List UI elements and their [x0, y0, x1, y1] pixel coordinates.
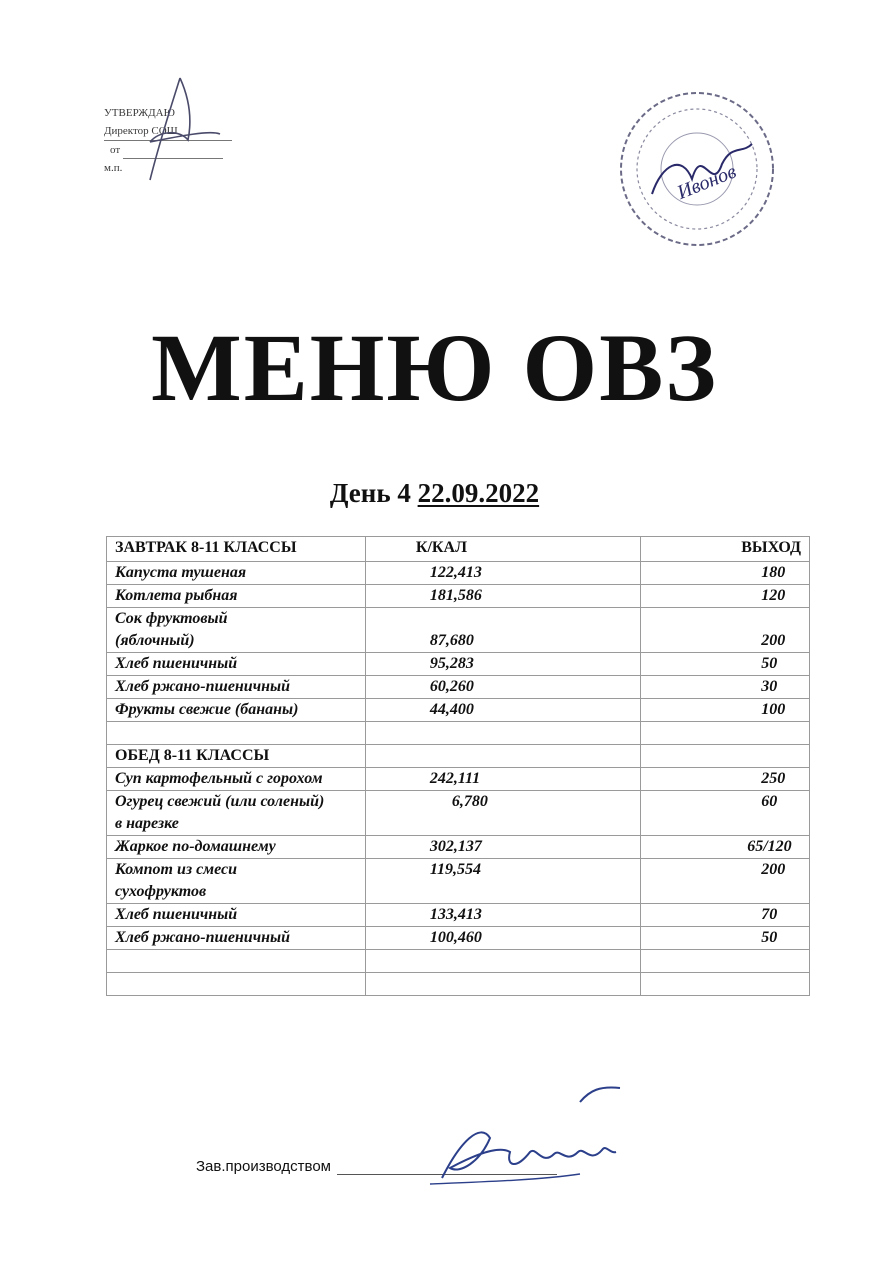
dish-kcal: 133,413: [365, 904, 640, 927]
stamp-signature-text: Ивонов: [674, 160, 740, 204]
page-title: МЕНЮ ОВЗ: [151, 314, 718, 421]
empty-row: [107, 950, 810, 973]
table-row: [107, 927, 810, 950]
table-header-row: [107, 537, 810, 562]
empty-row: [107, 973, 810, 996]
dish-output: 60: [641, 791, 810, 836]
lunch-header: ОБЕД 8-11 КЛАССЫ: [107, 745, 366, 768]
table-row: [107, 562, 810, 585]
dish-kcal: 181,586: [365, 585, 640, 608]
dish-name: Суп картофельный с горохом: [107, 768, 366, 791]
dish-name: Котлета рыбная: [107, 585, 366, 608]
dish-kcal: 119,554: [365, 859, 640, 904]
dish-name: Компот из смеси сухофруктов: [107, 859, 366, 904]
header-kcal: К/КАЛ: [365, 537, 640, 562]
table-row: [107, 859, 810, 904]
director-signature: [120, 70, 230, 200]
table-row: [107, 676, 810, 699]
dish-name: Сок фруктовый (яблочный): [107, 608, 366, 653]
dish-output: 30: [641, 676, 810, 699]
dish-name: Хлеб пшеничный: [107, 904, 366, 927]
dish-output: 70: [641, 904, 810, 927]
header-output: ВЫХОД: [641, 537, 810, 562]
dish-kcal: 100,460: [365, 927, 640, 950]
dish-kcal: 87,680: [365, 608, 640, 653]
dish-kcal: 95,283: [365, 653, 640, 676]
dish-kcal: 6,780: [365, 791, 640, 836]
table-row: [107, 791, 810, 836]
dish-output: 50: [641, 927, 810, 950]
table-row: [107, 768, 810, 791]
dish-name: Огурец свежий (или соленый) в нарезке: [107, 791, 366, 836]
dish-kcal: 122,413: [365, 562, 640, 585]
dish-kcal: 302,137: [365, 836, 640, 859]
day-label: День 4: [329, 478, 411, 508]
table-row: [107, 904, 810, 927]
approval-position: Директор СОШ: [104, 122, 232, 141]
header-breakfast: ЗАВТРАК 8-11 КЛАССЫ: [107, 537, 366, 562]
day-date: 22.09.2022: [417, 478, 540, 508]
table-row: [107, 653, 810, 676]
dish-output: 50: [641, 653, 810, 676]
table-row: [107, 699, 810, 722]
dish-kcal: 44,400: [365, 699, 640, 722]
dish-output: 200: [641, 608, 810, 653]
dish-name: Жаркое по-домашнему: [107, 836, 366, 859]
approval-date-label: от: [110, 144, 121, 156]
menu-table: [106, 536, 810, 996]
table-row: [107, 836, 810, 859]
dish-output: 200: [641, 859, 810, 904]
dish-name: Фрукты свежие (бананы): [107, 699, 366, 722]
dish-name: Хлеб ржано-пшеничный: [107, 927, 366, 950]
dish-name: Капуста тушеная: [107, 562, 366, 585]
dish-output: 65/120: [641, 836, 810, 859]
dish-kcal: 60,260: [365, 676, 640, 699]
section-row: [107, 745, 810, 768]
dish-name: Хлеб пшеничный: [107, 653, 366, 676]
table-row: [107, 608, 810, 653]
table-row: [107, 585, 810, 608]
approval-seal-place: м.п.: [104, 162, 123, 174]
approval-title: УТВЕРЖДАЮ: [104, 107, 175, 119]
official-stamp: [612, 84, 782, 254]
dish-output: 100: [641, 699, 810, 722]
footer-label: Зав.производством: [196, 1158, 331, 1175]
day-heading: [0, 478, 869, 509]
dish-kcal: 242,111: [365, 768, 640, 791]
empty-row: [107, 722, 810, 745]
dish-name: Хлеб ржано-пшеничный: [107, 676, 366, 699]
dish-output: 180: [641, 562, 810, 585]
dish-output: 120: [641, 585, 810, 608]
dish-output: 250: [641, 768, 810, 791]
manager-signature: [420, 1082, 630, 1192]
